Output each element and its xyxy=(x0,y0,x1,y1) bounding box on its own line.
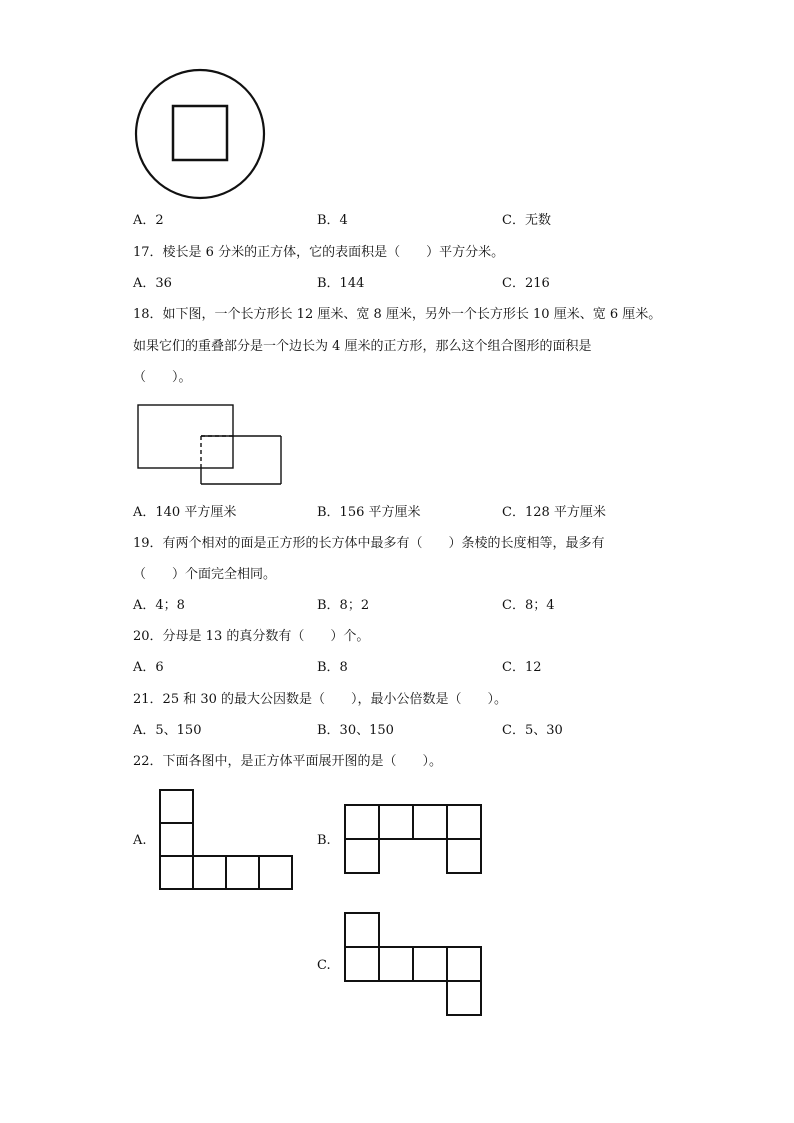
overlapping-rectangles-figure xyxy=(135,402,287,488)
q21-option-c: C．5、30 xyxy=(502,723,563,738)
q22-stem: 22．下面各图中，是正方体平面展开图的是（ ）。 xyxy=(133,754,443,769)
q20-option-c: C．12 xyxy=(502,660,542,675)
q17-option-c: C．216 xyxy=(502,276,550,291)
q22-option-b-label: B. xyxy=(317,833,331,848)
q22-option-b-net-figure xyxy=(340,800,486,878)
q22-option-c-label: C. xyxy=(317,958,331,973)
q19-option-a: A．4；8 xyxy=(133,598,185,613)
q18-option-b: B．156 平方厘米 xyxy=(317,505,421,520)
q16-option-c: C．无数 xyxy=(502,213,551,228)
q18-option-c: C．128 平方厘米 xyxy=(502,505,606,520)
q19-option-b: B．8；2 xyxy=(317,598,370,613)
q22-option-c-net-figure xyxy=(340,908,486,1020)
q20-option-a: A．6 xyxy=(133,660,164,675)
q20-option-b: B．8 xyxy=(317,660,348,675)
q17-option-b: B．144 xyxy=(317,276,365,291)
q19-stem-line-1: 19．有两个相对的面是正方形的长方体中最多有（ ）条棱的长度相等，最多有 xyxy=(133,536,605,551)
q18-stem-line-2: 如果它们的重叠部分是一个边长为 4 厘米的正方形，那么这个组合图形的面积是 xyxy=(133,339,592,354)
q22-option-a-net-figure xyxy=(155,786,297,894)
q17-stem: 17．棱长是 6 分米的正方体，它的表面积是（ ）平方分米。 xyxy=(133,245,505,260)
q16-option-a: A．2 xyxy=(133,213,164,228)
q21-option-b: B．30、150 xyxy=(317,723,394,738)
q20-stem: 20．分母是 13 的真分数有（ ）个。 xyxy=(133,629,370,644)
q18-stem-line-1: 18．如下图，一个长方形长 12 厘米、宽 8 厘米，另外一个长方形长 10 厘米、宽 6 厘米。 xyxy=(133,307,662,322)
q18-option-a: A．140 平方厘米 xyxy=(133,505,237,520)
q21-option-a: A．5、150 xyxy=(133,723,202,738)
q16-option-b: B．4 xyxy=(317,213,348,228)
q21-stem: 21．25 和 30 的最大公因数是（ ），最小公倍数是（ ）。 xyxy=(133,692,508,707)
q22-option-a-label: A. xyxy=(133,833,147,848)
q19-stem-line-2: （ ）个面完全相同。 xyxy=(133,567,277,582)
q18-stem-line-3: （ ）。 xyxy=(133,370,192,385)
q17-option-a: A．36 xyxy=(133,276,172,291)
circle-square-figure xyxy=(130,68,270,202)
q19-option-c: C．8；4 xyxy=(502,598,555,613)
